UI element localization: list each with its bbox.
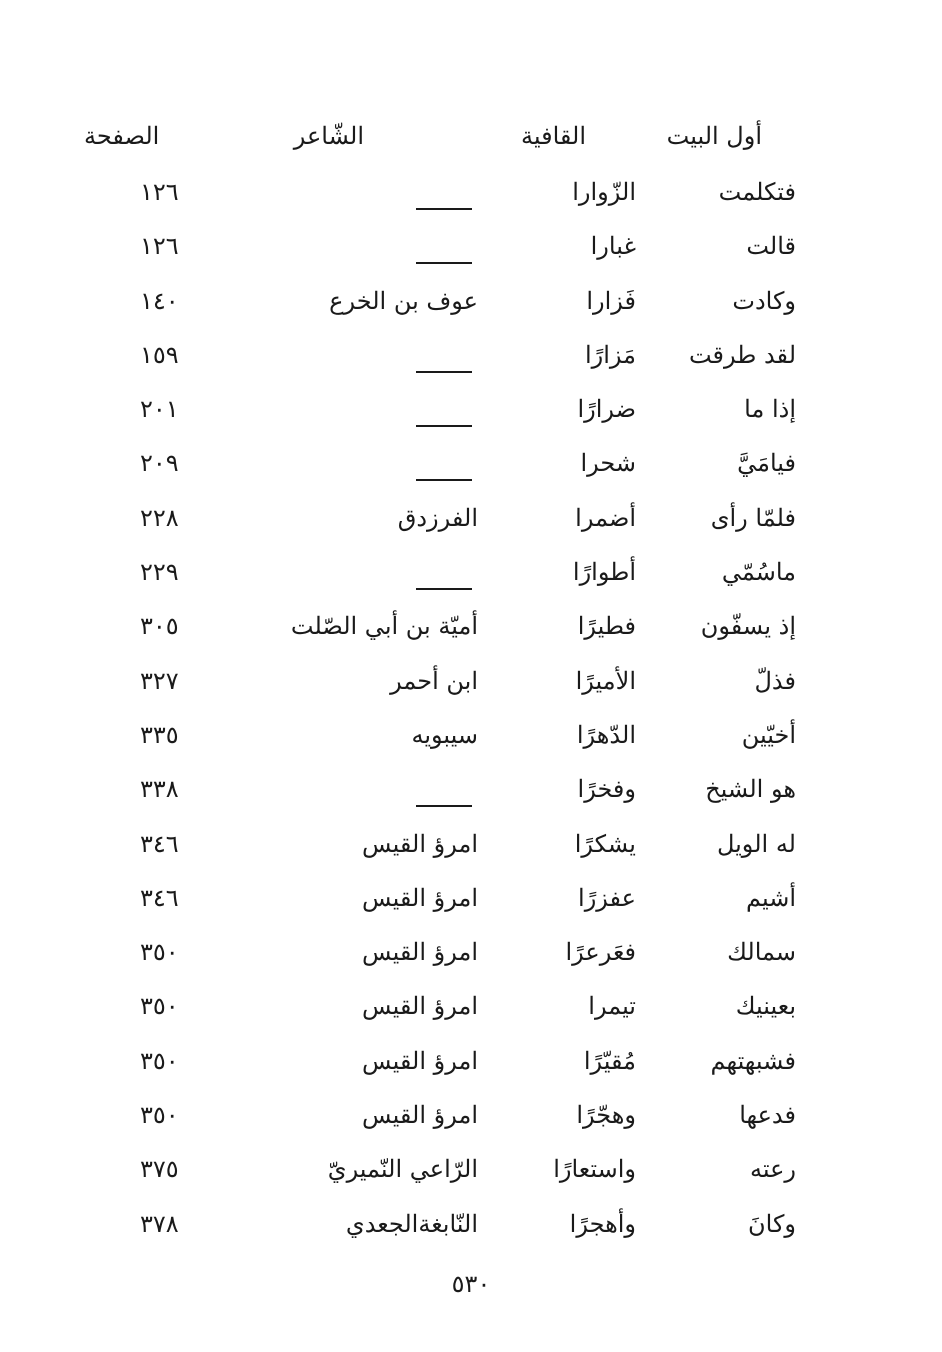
first-line-cell: فتكلمت	[718, 178, 796, 206]
table-row	[0, 335, 942, 389]
table-row	[0, 552, 942, 606]
table-row	[0, 932, 942, 986]
first-line-cell: أشيم	[746, 883, 796, 912]
table-row	[0, 389, 942, 443]
first-line-cell: فذلّ	[754, 666, 796, 695]
page-cell: ٣٥٠	[140, 938, 179, 967]
rhyme-cell: تيمرا	[588, 992, 636, 1021]
first-line-cell: لقد طرقت	[688, 340, 796, 369]
page-cell: ١٢٦	[140, 232, 179, 261]
page-cell: ٣٢٧	[140, 666, 179, 695]
poet-cell: النّابغةالجعدي	[345, 1209, 478, 1238]
rhyme-cell: الأميرًا	[575, 666, 636, 695]
rhyme-cell: فطيرًا	[577, 612, 636, 641]
first-line-cell: إذ يسفّون	[700, 612, 796, 641]
table-row	[0, 661, 942, 715]
poet-unknown-dash	[416, 479, 472, 481]
table-row	[0, 878, 942, 932]
rhyme-cell: الزّوارا	[572, 178, 636, 206]
header-first-line: أول البيت	[666, 122, 762, 150]
first-line-cell: قالت	[746, 232, 796, 261]
page-cell: ٢٢٩	[140, 558, 179, 587]
page-cell: ٣٥٠	[140, 1046, 179, 1075]
rhyme-cell: وفخرًا	[577, 775, 636, 804]
poet-cell: الفرزدق	[397, 503, 478, 532]
header-rhyme: القافية	[520, 122, 586, 150]
poet-unknown-dash	[416, 208, 472, 210]
page-cell: ٢٠٩	[140, 449, 179, 478]
first-line-cell: له الويل	[716, 829, 796, 858]
page-cell: ٣٥٠	[140, 992, 179, 1021]
header-page: الصفحة	[84, 122, 160, 150]
rhyme-cell: وأهجرًا	[569, 1209, 636, 1238]
page-cell: ١٤٠	[140, 286, 179, 315]
header-poet: الشّاعر	[293, 122, 364, 150]
poet-unknown-dash	[416, 805, 472, 807]
table-row	[0, 226, 942, 280]
poet-cell: امرؤ القيس	[362, 1046, 478, 1075]
rhyme-cell: الدّهرًا	[576, 720, 636, 749]
rhyme-cell: أطوارًا	[572, 558, 636, 587]
poet-cell: امرؤ القيس	[362, 829, 478, 858]
table-row	[0, 1149, 942, 1203]
first-line-cell: فلمّا رأى	[710, 503, 796, 532]
page-cell: ٣٥٠	[140, 1101, 179, 1130]
poet-unknown-dash	[416, 262, 472, 264]
table-row	[0, 1204, 942, 1258]
rhyme-cell: عفزرًا	[578, 883, 636, 912]
table-row	[0, 715, 942, 769]
rhyme-cell: أضمرا	[575, 503, 636, 532]
poet-cell: امرؤ القيس	[362, 938, 478, 967]
poet-unknown-dash	[416, 371, 472, 373]
page-cell: ٣٣٨	[140, 775, 179, 804]
page-cell: ٣٤٦	[140, 829, 179, 858]
table-row	[0, 824, 942, 878]
rhyme-cell: يشكرًا	[574, 829, 636, 858]
poet-unknown-dash	[416, 425, 472, 427]
poet-cell: عوف بن الخرع	[329, 286, 478, 315]
table-row	[0, 1095, 942, 1149]
poet-cell: الرّاعي النّميريّ	[327, 1155, 478, 1184]
page-cell: ١٢٦	[140, 178, 179, 206]
page-cell: ٣٧٨	[140, 1209, 179, 1238]
rhyme-cell: غبارا	[590, 232, 636, 261]
first-line-cell: وكانَ	[748, 1209, 796, 1238]
table-row	[0, 498, 942, 552]
first-line-cell: أخيّين	[741, 720, 796, 749]
poet-cell: امرؤ القيس	[362, 992, 478, 1021]
rhyme-cell: مُقيّرًا	[583, 1046, 636, 1075]
rhyme-cell: مَزارًا	[584, 340, 636, 369]
first-line-cell: رعته	[749, 1155, 796, 1184]
poet-cell: سيبويه	[411, 720, 478, 749]
page-cell: ٢٢٨	[140, 503, 179, 532]
rhyme-cell: واستعارًا	[553, 1155, 636, 1184]
poet-cell: امرؤ القيس	[362, 1101, 478, 1130]
first-line-cell: فشبهتهم	[710, 1046, 796, 1075]
first-line-cell: فيامَيَّ	[737, 449, 796, 478]
first-line-cell: وكادت	[732, 286, 796, 315]
table-row	[0, 172, 942, 226]
first-line-cell: ماسُمّي	[721, 558, 796, 587]
first-line-cell: إذا ما	[744, 395, 796, 424]
page-number: ٥٣٠	[451, 1270, 491, 1298]
poet-cell: امرؤ القيس	[362, 883, 478, 912]
page-cell: ٣٤٦	[140, 883, 179, 912]
rhyme-cell: فَزارا	[586, 286, 636, 315]
page-cell: ١٥٩	[140, 340, 179, 369]
table-row	[0, 1041, 942, 1095]
page-cell: ٣٣٥	[140, 720, 179, 749]
poet-cell: أميّة بن أبي الصّلت	[290, 612, 478, 641]
rhyme-cell: ضرارًا	[577, 395, 636, 424]
table-row	[0, 986, 942, 1040]
page-cell: ٢٠١	[140, 395, 179, 424]
table-body	[0, 172, 942, 1258]
table-row	[0, 769, 942, 823]
table-row	[0, 443, 942, 497]
rhyme-cell: فعَرعرًا	[565, 938, 636, 967]
first-line-cell: فدعها	[739, 1101, 796, 1130]
table-row	[0, 281, 942, 335]
poet-unknown-dash	[416, 588, 472, 590]
page-cell: ٣٠٥	[140, 612, 179, 641]
first-line-cell: هو الشيخ	[705, 775, 796, 804]
rhyme-cell: وهجّرًا	[576, 1101, 636, 1130]
table-header	[0, 118, 942, 158]
poet-cell: ابن أحمر	[390, 666, 478, 695]
page-cell: ٣٧٥	[140, 1155, 179, 1184]
table-row	[0, 606, 942, 660]
rhyme-cell: شحرا	[580, 449, 636, 478]
first-line-cell: بعينيك	[735, 992, 796, 1021]
first-line-cell: سمالك	[727, 938, 796, 967]
